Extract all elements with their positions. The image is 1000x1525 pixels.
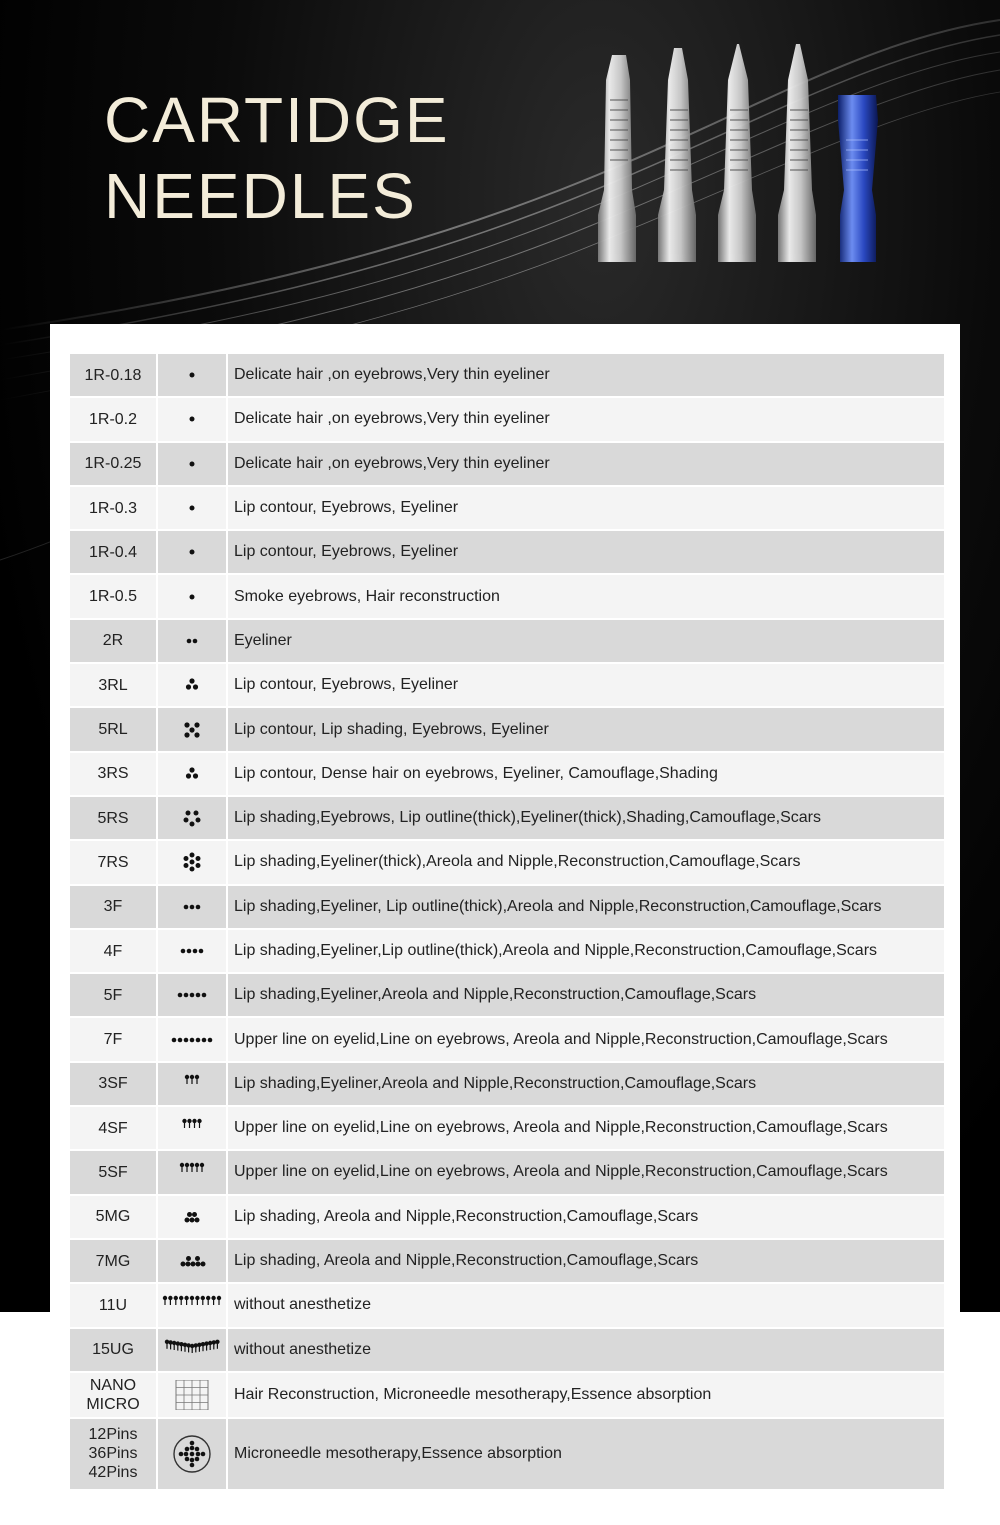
table-row [70, 354, 944, 398]
dot-7-flower-icon [158, 841, 228, 883]
table-row [70, 753, 944, 797]
needle-code: 5RS [70, 797, 158, 839]
needle-code: 1R-0.4 [70, 531, 158, 573]
table-row [70, 1063, 944, 1107]
dot-mag-7-icon [158, 1240, 228, 1282]
table-row [70, 1240, 944, 1284]
cartridge-3 [718, 44, 756, 262]
needle-code: 2R [70, 620, 158, 662]
dot-5-x-icon [158, 708, 228, 750]
dot-1-icon [158, 531, 228, 573]
table-row [70, 797, 944, 841]
needle-code: NANO MICRO [70, 1373, 158, 1417]
table-row [70, 531, 944, 575]
needle-code: 3RL [70, 664, 158, 706]
needle-description: Lip contour, Eyebrows, Eyeliner [234, 676, 459, 694]
dot-row-3-icon [158, 886, 228, 928]
needle-code: 5SF [70, 1151, 158, 1193]
needle-description: Upper line on eyelid,Line on eyebrows, Areola and Nipple,Reconstruction,Camouflage,Scars [234, 1163, 888, 1181]
needle-code: 1R-0.25 [70, 443, 158, 485]
cartridge-2 [658, 48, 696, 262]
needle-code: 3SF [70, 1063, 158, 1105]
needle-description: Hair Reconstruction, Microneedle mesotherapy,Essence absorption [234, 1385, 712, 1403]
needle-description: without anesthetize [234, 1296, 371, 1314]
needle-description: Upper line on eyelid,Line on eyebrows, Areola and Nipple,Reconstruction,Camouflage,Scars [234, 1119, 888, 1137]
cartridge-1 [598, 55, 636, 262]
cartridge-4 [778, 44, 816, 262]
table-row [70, 841, 944, 885]
table-row [70, 1196, 944, 1240]
table-row [70, 443, 944, 487]
needle-description: Lip shading, Areola and Nipple,Reconstruction,Camouflage,Scars [234, 1252, 699, 1270]
dot-1-icon [158, 443, 228, 485]
needle-description: Lip shading,Eyeliner,Lip outline(thick),Areola and Nipple,Reconstruction,Camouflage,Scars [234, 942, 878, 959]
page-title [104, 82, 450, 234]
dot-1-icon [158, 487, 228, 529]
needle-description: Upper line on eyelid,Line on eyebrows, Areola and Nipple,Reconstruction,Camouflage,Scars [234, 1030, 888, 1048]
title-line-1: CARTIDGE [104, 84, 450, 156]
cartridge-products-image [590, 40, 900, 275]
needle-code: 12Pins 36Pins 42Pins [70, 1419, 158, 1489]
needle-description: Lip shading,Eyebrows, Lip outline(thick),Eyeliner(thick),Shading,Camouflage,Scars [234, 809, 821, 827]
table-row [70, 664, 944, 708]
pin-row-3-icon [158, 1063, 228, 1105]
needle-code: 1R-0.2 [70, 398, 158, 440]
needle-table [70, 354, 944, 1491]
pin-curve-15-icon [158, 1329, 228, 1371]
needle-code: 7F [70, 1018, 158, 1060]
needle-code: 1R-0.3 [70, 487, 158, 529]
needle-description: Delicate hair ,on eyebrows,Very thin eyeliner [234, 410, 550, 428]
needle-table-panel [50, 324, 960, 1525]
dot-row-5-icon [158, 974, 228, 1016]
table-row [70, 398, 944, 442]
needle-description: Lip contour, Dense hair on eyebrows, Eyeliner, Camouflage,Shading [234, 764, 718, 782]
table-row [70, 1107, 944, 1151]
needle-description: without anesthetize [234, 1340, 371, 1358]
needle-code: 5MG [70, 1196, 158, 1238]
pin-row-5-icon [158, 1151, 228, 1193]
needle-description: Lip shading,Eyeliner(thick),Areola and Nipple,Reconstruction,Camouflage,Scars [234, 853, 801, 871]
dot-3-tri-icon [158, 753, 228, 795]
circle-pins-icon [158, 1419, 228, 1489]
table-row [70, 886, 944, 930]
dot-1-icon [158, 398, 228, 440]
needle-description: Delicate hair ,on eyebrows,Very thin eyeliner [234, 366, 550, 384]
table-row [70, 974, 944, 1018]
dot-row-7-icon [158, 1018, 228, 1060]
dot-1-icon [158, 354, 228, 396]
needle-code: 3F [70, 886, 158, 928]
pin-row-11-icon [158, 1284, 228, 1326]
dot-5-ring-icon [158, 797, 228, 839]
needle-description: Delicate hair ,on eyebrows,Very thin eyeliner [234, 454, 550, 472]
grid-square-icon [158, 1373, 228, 1417]
needle-code: 11U [70, 1284, 158, 1326]
needle-description: Lip shading,Eyeliner,Areola and Nipple,Reconstruction,Camouflage,Scars [234, 1074, 757, 1092]
table-row [70, 708, 944, 752]
dot-2-icon [158, 620, 228, 662]
dot-1-icon [158, 575, 228, 617]
needle-description: Lip shading,Eyeliner,Areola and Nipple,Reconstruction,Camouflage,Scars [234, 986, 757, 1004]
table-row [70, 1373, 944, 1419]
table-row [70, 930, 944, 974]
needle-description: Eyeliner [234, 631, 292, 649]
needle-code: 4F [70, 930, 158, 972]
dot-mag-5-icon [158, 1196, 228, 1238]
needle-description: Lip contour, Eyebrows, Eyeliner [234, 499, 459, 517]
needle-description: Lip contour, Lip shading, Eyebrows, Eyeliner [234, 720, 549, 738]
table-row [70, 1329, 944, 1373]
needle-code: 15UG [70, 1329, 158, 1371]
needle-code: 7MG [70, 1240, 158, 1282]
needle-description: Lip shading, Areola and Nipple,Reconstruction,Camouflage,Scars [234, 1207, 699, 1225]
needle-code: 3RS [70, 753, 158, 795]
table-row [70, 1419, 944, 1491]
needle-description: Microneedle mesotherapy,Essence absorption [234, 1444, 562, 1462]
needle-code: 5F [70, 974, 158, 1016]
table-row [70, 620, 944, 664]
table-row [70, 1151, 944, 1195]
table-row [70, 487, 944, 531]
title-line-2: NEEDLES [104, 160, 417, 232]
dot-row-4-icon [158, 930, 228, 972]
needle-code: 7RS [70, 841, 158, 883]
table-row [70, 1284, 944, 1328]
needle-description: Lip shading,Eyeliner, Lip outline(thick),Areola and Nipple,Reconstruction,Camouflage,Scars [234, 897, 882, 915]
needle-code: 1R-0.18 [70, 354, 158, 396]
needle-description: Lip contour, Eyebrows, Eyeliner [234, 543, 459, 561]
cartridge-5-blue [838, 95, 878, 262]
needle-code: 1R-0.5 [70, 575, 158, 617]
needle-code: 5RL [70, 708, 158, 750]
needle-description: Smoke eyebrows, Hair reconstruction [234, 587, 500, 605]
pin-row-4-icon [158, 1107, 228, 1149]
table-row [70, 1018, 944, 1062]
table-row [70, 575, 944, 619]
needle-code: 4SF [70, 1107, 158, 1149]
dot-3-tri-icon [158, 664, 228, 706]
